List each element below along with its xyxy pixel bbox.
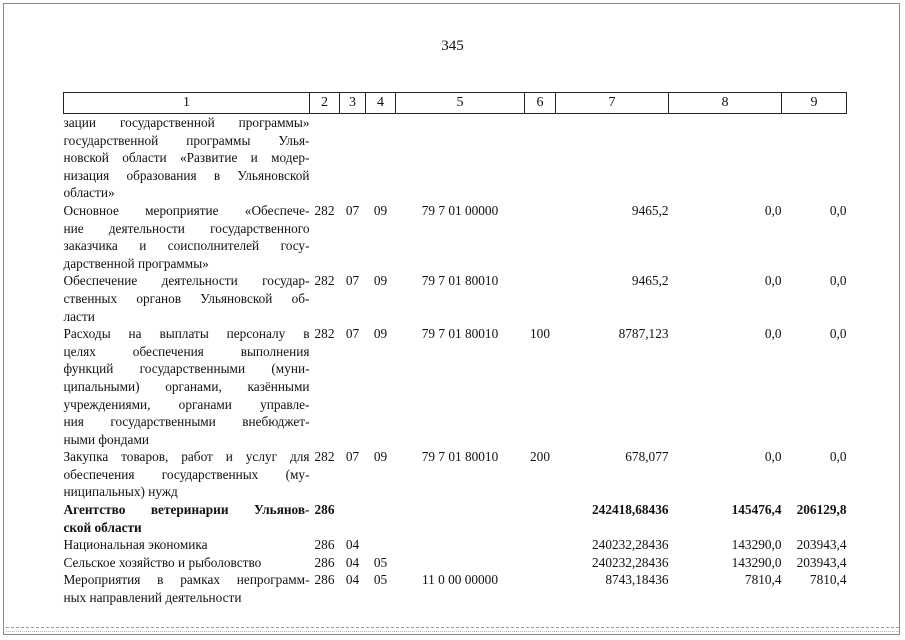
cell-ved: 286 (314, 537, 335, 553)
table-row (64, 448, 847, 501)
cell-target-article (396, 536, 525, 554)
cell-section: 07 (345, 273, 360, 289)
cell-amount-col8: 0,0 (764, 202, 782, 218)
cell-target-article: 79 7 01 80010 (421, 449, 499, 465)
cell-ved: 286 (314, 502, 335, 518)
cell-item-name (64, 571, 310, 606)
cell-amount-col9: 0,0 (829, 449, 847, 465)
page-bottom-edge (6, 627, 899, 632)
header-col-3: 3 (340, 93, 366, 114)
item-name-line: ния государственными внебюджет- (63, 414, 310, 430)
cell-item-name (64, 325, 310, 448)
cell-amount-col7: 240232,28436 (592, 554, 669, 570)
cell-target-article: 11 0 00 00000 (422, 572, 498, 588)
header-col-6: 6 (525, 93, 556, 114)
cell-item-name (64, 114, 310, 202)
cell-amount-col8: 145476,4 (731, 502, 782, 518)
table-row (64, 571, 847, 606)
cell-ved: 282 (314, 449, 335, 465)
header-col-9: 9 (782, 93, 847, 114)
cell-item-name (64, 448, 310, 501)
cell-section: 07 (345, 449, 360, 465)
item-name-line: обеспечения государственных (му- (63, 466, 310, 482)
cell-item-name (64, 202, 310, 272)
cell-item-name (64, 536, 310, 554)
item-name-line: дарственной программы» (63, 255, 209, 271)
item-name-line: заказчика и соисполнителей госу- (63, 238, 310, 254)
cell-subsection (366, 501, 396, 536)
cell-amount-col8: 143290,0 (731, 554, 782, 570)
cell-expense-type (525, 554, 556, 572)
cell-subsection: 05 (373, 554, 388, 570)
cell-ved (310, 114, 340, 202)
header-col-1: 1 (64, 93, 310, 114)
item-name-line: Агентство ветеринарии Ульянов- (63, 502, 310, 518)
cell-amount-col9: 206129,8 (796, 502, 847, 518)
cell-section: 04 (345, 572, 360, 588)
cell-expense-type: 100 (530, 326, 550, 342)
item-name-line: целях обеспечения выполнения (63, 343, 310, 359)
item-name-line: Сельское хозяйство и рыболовство (63, 554, 262, 570)
cell-target-article (396, 114, 525, 202)
cell-subsection (366, 114, 396, 202)
header-col-5: 5 (396, 93, 525, 114)
cell-ved: 282 (314, 326, 335, 342)
item-name-line: новской области «Развитие и модер- (63, 150, 310, 166)
item-name-line: ской области (63, 519, 142, 535)
cell-amount-col7: 8787,123 (618, 326, 669, 342)
cell-expense-type: 200 (530, 449, 550, 465)
item-name-line: учреждениями, органами управле- (63, 396, 310, 412)
item-name-line: ние деятельности государственного (63, 220, 310, 236)
header-col-4: 4 (366, 93, 396, 114)
table-row (64, 501, 847, 536)
cell-target-article: 79 7 01 00000 (421, 202, 499, 218)
cell-subsection: 09 (373, 326, 388, 342)
cell-amount-col9: 0,0 (829, 273, 847, 289)
cell-section: 04 (345, 537, 360, 553)
cell-ved: 282 (314, 202, 335, 218)
cell-target-article (396, 501, 525, 536)
item-name-line: Закупка товаров, работ и услуг для (63, 449, 310, 465)
cell-expense-type (525, 536, 556, 554)
table-row (64, 325, 847, 448)
cell-expense-type (525, 114, 556, 202)
item-name-line: низация образования в Ульяновской (63, 167, 310, 183)
page-number: 345 (441, 38, 464, 54)
cell-section (340, 501, 366, 536)
cell-amount-col9: 203943,4 (796, 537, 847, 553)
cell-amount-col7: 240232,28436 (592, 537, 669, 553)
cell-amount-col9: 0,0 (829, 326, 847, 342)
budget-table (63, 92, 847, 607)
item-name-line: зации государственной программы» (63, 115, 310, 130)
cell-expense-type (525, 272, 556, 325)
cell-subsection (366, 536, 396, 554)
item-name-line: Расходы на выплаты персоналу в (63, 326, 310, 342)
cell-item-name (64, 501, 310, 536)
cell-amount-col8: 143290,0 (731, 537, 782, 553)
cell-amount-col8 (669, 114, 782, 202)
cell-amount-col8: 0,0 (764, 273, 782, 289)
item-name-line: Национальная экономика (63, 537, 208, 553)
item-name-line: ственных органов Ульяновской об- (63, 290, 310, 306)
cell-subsection: 05 (373, 572, 388, 588)
cell-expense-type (525, 501, 556, 536)
item-name-line: ниципальных) нужд (63, 484, 178, 500)
cell-expense-type (525, 571, 556, 606)
cell-section: 04 (345, 554, 360, 570)
cell-amount-col9: 0,0 (829, 202, 847, 218)
item-name-line: функций государственными (муни- (63, 361, 310, 377)
cell-amount-col9 (782, 114, 847, 202)
cell-amount-col9: 7810,4 (809, 572, 847, 588)
item-name-line: Мероприятия в рамках непрограмм- (63, 572, 310, 588)
item-name-line: Обеспечение деятельности государ- (63, 273, 310, 289)
cell-section: 07 (345, 326, 360, 342)
cell-subsection: 09 (373, 449, 388, 465)
cell-amount-col9: 203943,4 (796, 554, 847, 570)
header-col-8: 8 (669, 93, 782, 114)
header-col-2: 2 (310, 93, 340, 114)
cell-target-article (396, 554, 525, 572)
item-name-line: ных направлений деятельности (63, 590, 242, 606)
cell-expense-type (525, 202, 556, 272)
cell-item-name (64, 272, 310, 325)
table-body (64, 114, 847, 607)
item-name-line: государственной программы Улья- (63, 132, 310, 148)
cell-amount-col8: 7810,4 (744, 572, 782, 588)
cell-section (340, 114, 366, 202)
item-name-line: ласти (63, 308, 95, 324)
item-name-line: области» (63, 185, 115, 201)
header-col-7: 7 (556, 93, 669, 114)
cell-amount-col7 (556, 114, 669, 202)
cell-amount-col8: 0,0 (764, 449, 782, 465)
header-row (64, 93, 847, 114)
cell-amount-col8: 0,0 (764, 326, 782, 342)
cell-ved: 286 (314, 554, 335, 570)
cell-target-article: 79 7 01 80010 (421, 273, 499, 289)
cell-subsection: 09 (373, 202, 388, 218)
cell-item-name (64, 554, 310, 572)
cell-amount-col7: 242418,68436 (592, 502, 669, 518)
table-row (64, 272, 847, 325)
item-name-line: ными фондами (63, 431, 149, 447)
table-row (64, 554, 847, 572)
cell-ved: 286 (314, 572, 335, 588)
cell-section: 07 (345, 202, 360, 218)
item-name-line: Основное мероприятие «Обеспече- (63, 202, 310, 218)
cell-amount-col7: 8743,18436 (605, 572, 669, 588)
table-row (64, 114, 847, 202)
table-row (64, 536, 847, 554)
cell-amount-col7: 9465,2 (631, 202, 669, 218)
cell-amount-col7: 9465,2 (631, 273, 669, 289)
item-name-line: ципальными) органами, казёнными (63, 378, 310, 394)
cell-target-article: 79 7 01 80010 (421, 326, 499, 342)
cell-subsection: 09 (373, 273, 388, 289)
cell-amount-col7: 678,077 (625, 449, 669, 465)
cell-ved: 282 (314, 273, 335, 289)
table-row (64, 202, 847, 272)
